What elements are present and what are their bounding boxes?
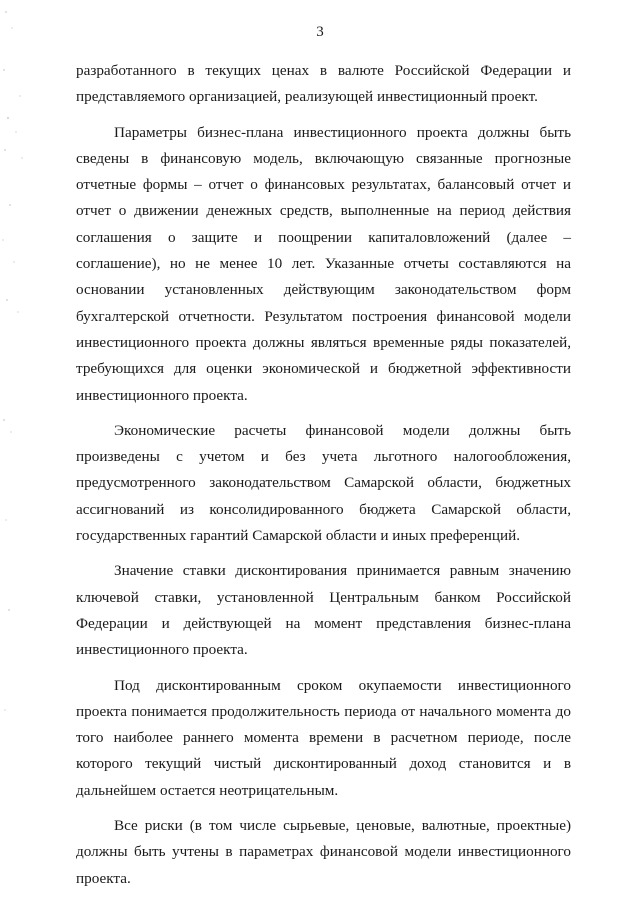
paragraph-5: Под дисконтированным сроком окупаемости инвестиционного проекта понимается продолжительность периода от начального момента до того наиболее раннего момента времени в расчетном периоде, после которого текущий чистый дисконтированный доход становится и в дальнейшем остается неотрицательным. xyxy=(76,676,571,799)
paragraph-6: Все риски (в том числе сырьевые, ценовые, валютные, проектные) должны быть учтены в параметрах финансовой модели инвестиционного проекта. xyxy=(76,817,571,887)
page-number: 3 xyxy=(316,24,324,40)
paragraph-2: Параметры бизнес-плана инвестиционного проекта должны быть сведены в финансовую модель, включающую связанные прогнозные отчетные формы – отчет о финансовых результатах, балансовый отчет и отчет о движении денежных средств, выполненные на период действия соглашения о защите и поощрении капиталовложений (далее – соглашение), но не менее 10 лет. Указанные отчеты составляются на основании установленных действующим законодательством форм бухгалтерской отчетности. Результатом построения финансовой модели инвестиционного проекта должны являться временные ряды показателей, требующихся для оценки экономической и бюджетной эффективности инвестиционного проекта. xyxy=(76,123,571,404)
paragraph-3: Экономические расчеты финансовой модели должны быть произведены с учетом и без учета льготного налогообложения, предусмотренного законодательством Самарской области, бюджетных ассигнований из консолидированного бюджета Самарской области, государственных гарантий Самарской области и иных преференций. xyxy=(76,421,571,545)
scan-noise-marks xyxy=(0,0,40,905)
paragraph-4: Значение ставки дисконтирования принимается равным значению ключевой ставки, установленной Центральным банком Российской Федерации и действующей на момент представления бизнес-плана инвестиционного проекта. xyxy=(76,562,571,659)
document-body xyxy=(76,58,571,901)
paragraph-1: разработанного в текущих ценах в валюте Российской Федерации и представляемого организацией, реализующей инвестиционный проект. xyxy=(76,62,571,106)
